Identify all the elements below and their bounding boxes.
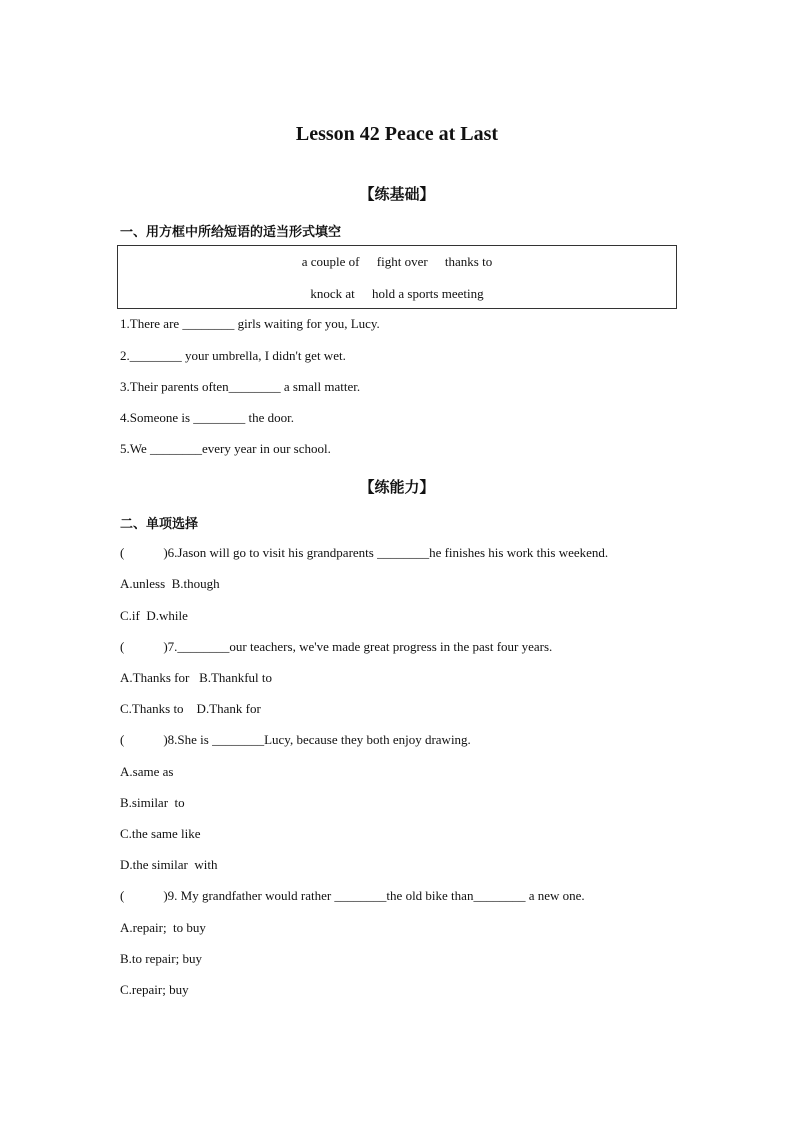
option-line: A.unless B.though (120, 576, 220, 591)
phrase-box (117, 245, 677, 309)
option-line: B.similar to (120, 795, 185, 810)
page-title: Lesson 42 Peace at Last (295, 123, 499, 145)
option-line: B.to repair; buy (120, 951, 202, 966)
option-line: D.the similar with (120, 857, 218, 872)
section-heading-ability: 【练能力】 (359, 480, 435, 496)
option-line: A.repair; to buy (120, 920, 206, 935)
option-line: C.repair; buy (120, 982, 189, 997)
question-1: 1.There are ________ girls waiting for you, Lucy. (120, 316, 380, 331)
section-heading-basics: 【练基础】 (359, 187, 435, 203)
option-line: C.the same like (120, 826, 201, 841)
question-6: ( )6.Jason will go to visit his grandparents ________he finishes his work this weekend. (120, 545, 609, 560)
phrase-box-row-2 (118, 286, 676, 302)
phrase: a couple of (301, 254, 360, 269)
part-two-instruction: 二、单项选择 (120, 516, 199, 531)
question-8: ( )8.She is ________Lucy, because they both enjoy drawing. (120, 732, 471, 747)
question-2: 2.________ your umbrella, I didn't get wet. (120, 348, 346, 363)
phrase-box-row-1 (118, 254, 676, 270)
question-3: 3.Their parents often________ a small matter. (120, 379, 361, 394)
phrase: knock at (310, 286, 355, 301)
phrase: fight over (376, 254, 428, 269)
question-5: 5.We ________every year in our school. (120, 441, 331, 456)
question-9: ( )9. My grandfather would rather ________the old bike than________ a new one. (120, 888, 585, 903)
phrase: hold a sports meeting (372, 286, 484, 301)
phrase: thanks to (444, 254, 493, 269)
question-7: ( )7.________our teachers, we've made great progress in the past four years. (120, 639, 553, 654)
question-4: 4.Someone is ________ the door. (120, 410, 295, 425)
option-line: A.Thanks for B.Thankful to (120, 670, 273, 685)
option-line: C.if D.while (120, 608, 188, 623)
part-one-instruction: 一、用方框中所给短语的适当形式填空 (120, 224, 342, 239)
option-line: A.same as (120, 764, 174, 779)
option-line: C.Thanks to D.Thank for (120, 701, 261, 716)
